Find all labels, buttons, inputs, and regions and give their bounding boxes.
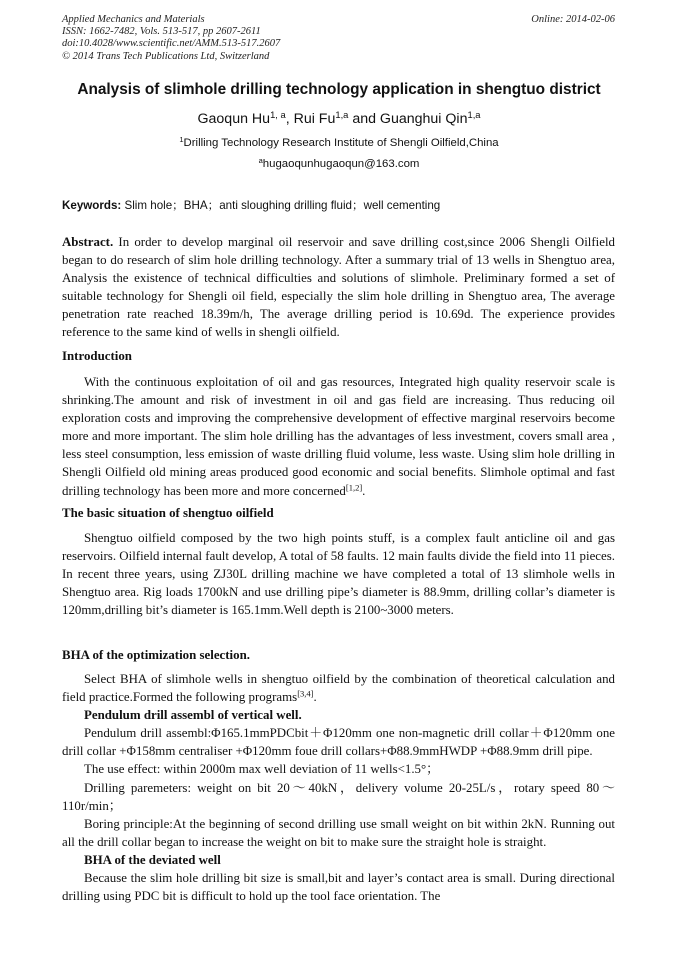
subheading-deviated-well: BHA of the deviated well (84, 852, 221, 867)
section-heading-introduction: Introduction (62, 349, 132, 363)
author-superscript: 1,a (335, 109, 349, 120)
bha-section: Select BHA of slimhole wells in shengtuo oilfield by the combination of theoretical calculation and field practice.Formed the following programs[3,4]. Pendulum drill assembl of vertical well. Pendulum drill assembl:Φ165.1mmPDCbit＋Φ120mm one non-magnetic drill collar＋Φ120mm one drill collar +Φ158mm centraliser +Φ120mm foue drill collars+Φ88.9mmHWDP +Φ88.9mm drill pipe. The use effect: within 2000m max well deviation of 11 wells<1.5°； Drilling paremeters: weight on bit 20～40kN，delivery volume 20-25L/s，rotary speed 80～110r/min； Boring principle:At the beginning of second drilling use small weight on bit within 2kN. Running out all the drill collar began to increase the weight on bit to make sure the straight hole is straight. BHA of the deviated well Because the slim hole drilling bit size is small,bit and layer’s contact area is small. During directional drilling using PDC bit is difficult to hold up the tool face orientation. The (62, 670, 615, 905)
doi-line: doi:10.4028/www.scientific.net/AMM.513-517.2607 (62, 38, 281, 50)
affiliation-superscript: 1 (179, 134, 184, 144)
keywords (62, 197, 617, 213)
deviated-well-text: Because the slim hole drilling bit size is small,bit and layer’s contact area is small. During directional drilling using PDC bit is difficult to hold up the tool face orientation. The (62, 871, 615, 904)
paper-title: Analysis of slimhole drilling technology application in shengtuo district (77, 81, 601, 98)
author-name: , Rui Fu (285, 111, 336, 127)
affiliation (40, 134, 638, 149)
keywords-text: Slim hole；BHA；anti sloughing drilling fluid；well cementing (121, 199, 441, 212)
basic-situation-section (62, 529, 615, 619)
email-line (40, 155, 638, 170)
drilling-parameters-text: Drilling paremeters: weight on bit 20～40kN，delivery volume 20-25L/s，rotary speed 80～110r/min； (62, 780, 615, 813)
section-heading-bha: BHA of the optimization selection. (62, 648, 250, 662)
copyright-line: © 2014 Trans Tech Publications Ltd, Switzerland (62, 50, 270, 62)
abstract-label: Abstract. (62, 235, 114, 249)
affiliation-text: Drilling Technology Research Institute of Shengli Oilfield,China (183, 137, 499, 149)
section-heading-basic-situation: The basic situation of shengtuo oilfield (62, 506, 274, 520)
email-address: hugaoqunhugaoqun@163.com (262, 158, 420, 170)
basic-situation-text: Shengtuo oilfield composed by the two high points stuff, is a complex fault anticline oil and gas reservoirs. Oilfield internal fault develop, A total of 58 faults. 12 main faults divide the field into 11 pieces. In recent three years, using ZJ30L drilling machine we have completed a total of 13 slimhole wells in Shengtuo area. Rig loads 1700kN and use drilling pipe’s diameter is 88.9mm, drilling collar’s diameter is 120mm,drilling bit’s diameter is 165.1mm.Well depth is 2100~3000 meters. (62, 531, 615, 618)
journal-name: Applied Mechanics and Materials (62, 14, 205, 25)
subheading-pendulum: Pendulum drill assembl of vertical well. (84, 708, 302, 723)
abstract (62, 233, 615, 342)
bha-text: Select BHA of slimhole wells in shengtuo oilfield by the combination of theoretical calculation and field practice.Formed the following programs (62, 672, 615, 705)
journal-header (62, 14, 280, 63)
introduction-section: With the continuous exploitation of oil and gas resources, Integrated high quality reservoir scale is shrinking.The amount and risk of investment in oil and gas field are increasing. Thus reducing oil exploration costs and improving the comprehensive development of effective marginal reservoirs become more and more important. The slim hole drilling has the advantages of less investment, covers small area , less steel consumption, less emission of waste drilling fluid volume, less waste. Using slim hole drilling in Shengli Oilfield old mining areas produced good economic and social benefits. Slimhole optimal and fast drilling technology has been more and more concerned[1,2]. (62, 375, 615, 498)
keywords-label: Keywords: (62, 199, 122, 212)
author-name: Gaoqun Hu (197, 111, 271, 127)
pendulum-text: Pendulum drill assembl:Φ165.1mmPDCbit＋Φ120mm one non-magnetic drill collar＋Φ120mm one drill collar +Φ158mm centraliser +Φ120mm foue drill collars+Φ88.9mmHWDP +Φ88.9mm drill pipe. (62, 726, 615, 759)
abstract-text: In order to develop marginal oil reservoir and save drilling cost,since 2006 Shengli Oilfield began to do research of slim hole drilling technology. After a summary trial of 13 wells in Shengtuo area, Analysis the existence of technical difficulties and solutions of slimhole. Preliminary formed a set of suitable technology for Shengli oil field, especially the slim hole drilling in Shengtuo area, The average penetration rate reached 18.39m/h, The average drilling period is 10.69d. The experience provides reference to the same kind of wells in shengli oilfield. (62, 235, 615, 340)
introduction-text: With the continuous exploitation of oil and gas resources, Integrated high quality reservoir scale is shrinking.The amount and risk of investment in oil and gas field are increasing. Thus reducing oil exploration costs and improving the comprehensive development of effective marginal reservoirs become more and more important. The slim hole drilling has the advantages of less investment, covers small area , less steel consumption, less emission of waste drilling fluid volume, less waste. Using slim hole drilling in Shengli Oilfield old mining areas produced good economic and social benefits. Slimhole optimal and fast drilling technology has been more and more concerned (62, 375, 615, 498)
author-name: and Guanghui Qin (348, 111, 468, 127)
email-superscript: a (258, 155, 263, 165)
online-date: Online: 2014-02-06 (531, 14, 615, 25)
citation: [3,4] (297, 688, 314, 699)
citation: [1,2] (345, 481, 363, 492)
author-line (40, 111, 638, 127)
boring-principle-text: Boring principle:At the beginning of second drilling use small weight on bit within 2kN. Running out all the drill collar began to increase the weight on bit to make sure the straight hole is straight. (62, 816, 615, 849)
issn-line: ISSN: 1662-7482, Vols. 513-517, pp 2607-2611 (62, 26, 261, 38)
author-superscript: 1,a (467, 109, 481, 120)
use-effect-text: The use effect: within 2000m max well deviation of 11 wells<1.5°； (84, 762, 440, 777)
author-superscript: 1, a (270, 109, 286, 120)
